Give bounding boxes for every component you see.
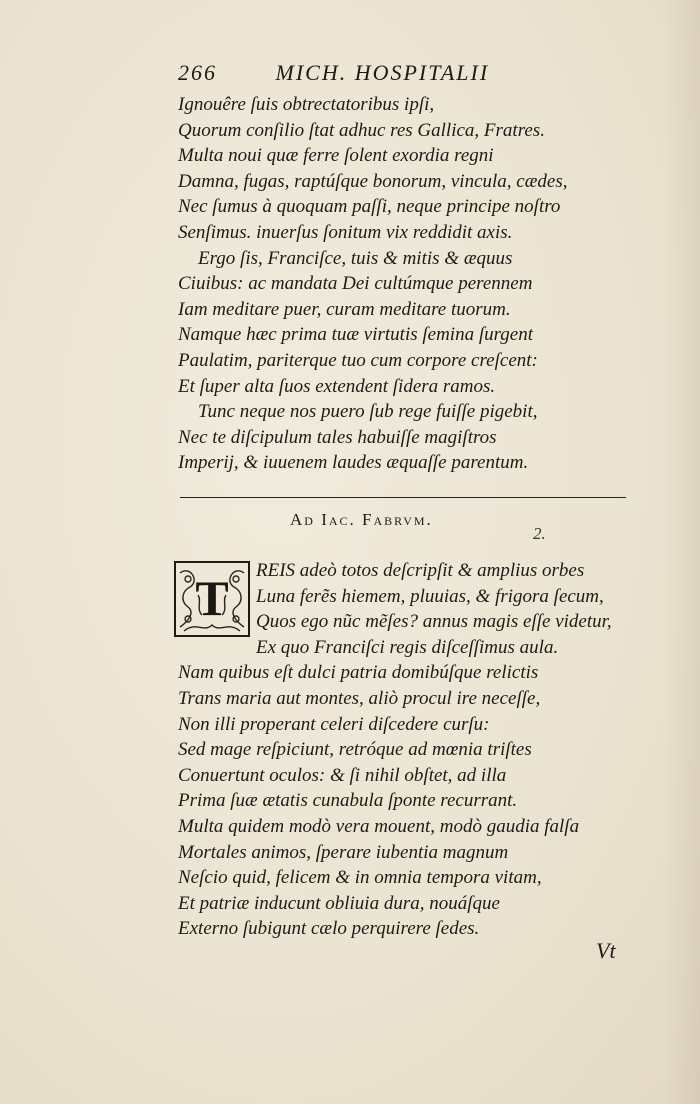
margin-annotation: 2.: [533, 524, 546, 543]
verse-line: Nec ſumus à quoquam paſſi, neque principe noſtro: [178, 196, 561, 218]
verse-line: Et ſuper alta ſuos extendent ſidera ramos.: [178, 375, 496, 397]
verse-line: Iam meditare puer, curam meditare tuorum.: [178, 298, 511, 320]
running-title: MICH. HOSPITALII: [275, 60, 490, 85]
verse-line: Conuertunt oculos: & ſi nihil obſtet, ad illa: [178, 764, 507, 786]
verse-line: Sed mage reſpiciunt, retróque ad mœnia triſtes: [178, 739, 532, 761]
verse-line: Senſimus. inuerſus ſonitum vix reddidit axis.: [178, 221, 513, 243]
verse-line: Tunc neque nos puero ſub rege fuiſſe pigebit,: [198, 401, 538, 423]
verse-line: Et patriæ inducunt obliuia dura, nouáſque: [178, 892, 500, 914]
verse-line: Damna, fugas, raptúſque bonorum, vincula, cædes,: [178, 170, 568, 192]
verse-line: Paulatim, pariterque tuo cum corpore creſcent:: [178, 349, 538, 371]
dropcap-letter: T: [195, 570, 229, 626]
verse-line: Ergo ſis, Franciſce, tuis & mitis & æquus: [198, 247, 513, 269]
running-head: [178, 60, 578, 86]
verse-line: Luna ferẽs hiemem, pluuias, & frigora ſecum,: [256, 585, 604, 607]
page-number: 266: [178, 60, 217, 85]
poem-ending: [178, 92, 628, 476]
verse-line: Imperij, & iuuenem laudes æquaſſe parentum.: [178, 452, 529, 474]
section-heading: Ad Iac. Fabrvm.: [290, 510, 433, 529]
poem-ad-iac-fabrum: [178, 558, 628, 942]
verse-line: Nam quibus eſt dulci patria domibúſque relictis: [178, 662, 539, 684]
verse-line: Namque hæc prima tuæ virtutis ſemina ſurgent: [178, 324, 534, 346]
verse-line: Prima ſuæ ætatis cunabula ſponte recurrant.: [178, 790, 518, 812]
verse-line: Externo ſubigunt cælo perquirere ſedes.: [178, 918, 480, 940]
verse-line: Ex quo Franciſci regis diſceſſimus aula.: [256, 636, 559, 658]
verse-line: Nec te diſcipulum tales habuiſſe magiſtros: [178, 426, 497, 448]
verse-line: Quos ego nũc mẽſes? annus magis eſſe videtur,: [256, 611, 612, 633]
section-divider: [180, 497, 626, 498]
page-edge-shadow: [664, 0, 700, 1104]
verse-line: Trans maria aut montes, aliò procul ire neceſſe,: [178, 687, 541, 709]
catchword: Vt: [596, 938, 616, 963]
verse-line: Mortales animos, ſperare iubentia magnum: [178, 841, 509, 863]
verse-line: Multa quidem modò vera mouent, modò gaudia falſa: [178, 815, 580, 837]
verse-line: Multa noui quæ ferre ſolent exordia regni: [178, 145, 494, 167]
verse-line: REIS adeò totos deſcripſit & amplius orbes: [256, 560, 585, 581]
verse-line: Quorum conſilio ſtat adhuc res Gallica, Fratres.: [178, 119, 545, 141]
verse-line: Non illi properant celeri diſcedere curſu:: [178, 713, 490, 735]
verse-line: Ciuibus: ac mandata Dei cultúmque perennem: [178, 273, 533, 295]
verse-line: Ignouêre ſuis obtrectatoribus ipſi,: [178, 94, 435, 115]
verse-line: Neſcio quid, felicem & in omnia tempora vitam,: [178, 867, 542, 889]
